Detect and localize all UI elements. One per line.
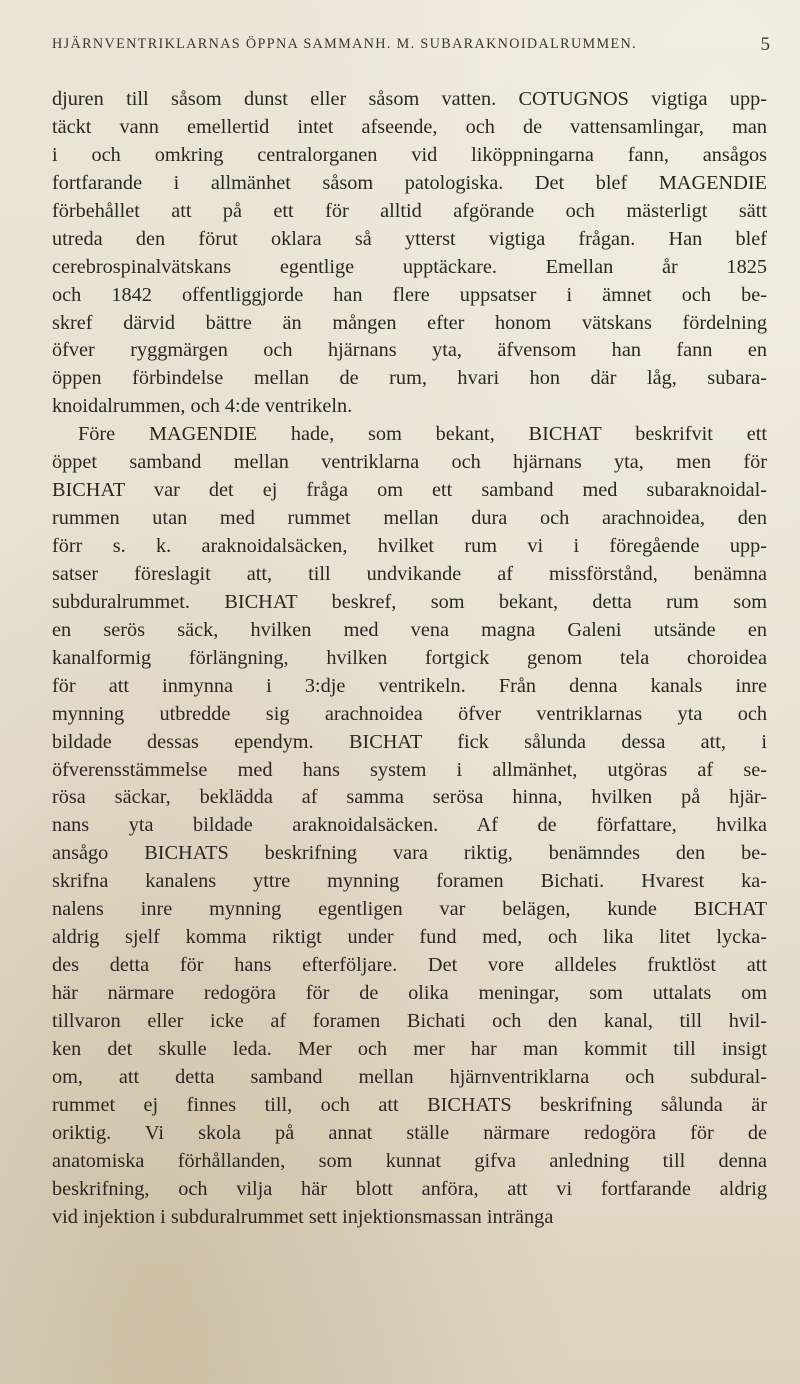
text-line: subduralrummet. BICHAT beskref, som bekant, detta rum som xyxy=(52,590,767,613)
text-line: öppen förbindelse mellan de rum, hvari hon där låg, subara- xyxy=(52,367,767,390)
page-header xyxy=(52,36,770,58)
text-line: öfverensstämmelse med hans system i allmänhet, utgöras af se- xyxy=(52,758,767,781)
text-line: tillvaron eller icke af foramen Bichati och den kanal, till hvil- xyxy=(52,1009,767,1032)
body-text xyxy=(52,86,767,1231)
paragraph xyxy=(52,421,767,1231)
text-line: rummen utan med rummet mellan dura och arachnoidea, den xyxy=(52,507,767,530)
text-line: rösa säckar, beklädda af samma serösa hinna, hvilken på hjär- xyxy=(52,786,767,809)
text-line: skref därvid bättre än mången efter honom vätskans fördelning xyxy=(52,311,767,334)
running-head: HJÄRNVENTRIKLARNAS ÖPPNA SAMMANH. M. SUBARAKNOIDALRUMMEN. xyxy=(52,36,637,52)
text-line: öfver ryggmärgen och hjärnans yta, äfvensom han fann en xyxy=(52,339,767,362)
text-line: BICHAT var det ej fråga om ett samband med subaraknoidal- xyxy=(52,479,767,502)
text-line: oriktig. Vi skola på annat ställe närmare redogöra för de xyxy=(52,1121,767,1144)
text-line: mynning utbredde sig arachnoidea öfver ventriklarnas yta och xyxy=(52,702,767,725)
text-line: vid injektion i subduralrummet sett injektionsmassan intränga xyxy=(52,1205,554,1228)
text-line: satser föreslagit att, till undvikande af missförstånd, benämna xyxy=(52,562,767,585)
text-line: cerebrospinalvätskans egentlige upptäckare. Emellan år 1825 xyxy=(52,255,767,278)
text-line: Före MAGENDIE hade, som bekant, BICHAT beskrifvit ett xyxy=(78,423,767,446)
text-line: öppet samband mellan ventriklarna och hjärnans yta, men för xyxy=(52,451,767,474)
text-line: des detta för hans efterföljare. Det vore alldeles fruktlöst att xyxy=(52,954,767,977)
text-line: skrifna kanalens yttre mynning foramen Bichati. Hvarest ka- xyxy=(52,870,767,893)
text-line: beskrifning, och vilja här blott anföra, att vi fortfarande aldrig xyxy=(52,1177,767,1200)
text-line: för att inmynna i 3:dje ventrikeln. Från denna kanals inre xyxy=(52,674,767,697)
text-line: utreda den förut oklara så ytterst vigtiga frågan. Han blef xyxy=(52,227,767,250)
text-line: knoidalrummen, och 4:de ventrikeln. xyxy=(52,395,353,418)
text-line: täckt vann emellertid intet afseende, och de vattensamlingar, man xyxy=(52,115,767,138)
page-number: 5 xyxy=(760,34,770,55)
text-line: nans yta bildade araknoidalsäcken. Af de författare, hvilka xyxy=(52,814,767,837)
text-line: rummet ej finnes till, och att BICHATS beskrifning sålunda är xyxy=(52,1093,767,1116)
text-line: ansågo BICHATS beskrifning vara riktig, benämndes den be- xyxy=(52,842,767,865)
text-line: fortfarande i allmänhet såsom patologiska. Det blef MAGENDIE xyxy=(52,171,767,194)
text-line: ken det skulle leda. Mer och mer har man kommit till insigt xyxy=(52,1037,767,1060)
text-line: anatomiska förhållanden, som kunnat gifva anledning till denna xyxy=(52,1149,767,1172)
text-line: djuren till såsom dunst eller såsom vatten. COTUGNOS vigtiga upp- xyxy=(52,88,767,110)
text-line: nalens inre mynning egentligen var belägen, kunde BICHAT xyxy=(52,898,767,921)
text-line: kanalformig förlängning, hvilken fortgick genom tela choroidea xyxy=(52,646,767,669)
text-line: aldrig sjelf komma riktigt under fund med, och lika litet lycka- xyxy=(52,926,767,949)
text-line: och 1842 offentliggjorde han flere uppsatser i ämnet och be- xyxy=(52,283,767,306)
text-line: om, att detta samband mellan hjärnventriklarna och subdural- xyxy=(52,1065,767,1088)
text-line: i och omkring centralorganen vid liköppningarna fann, ansågos xyxy=(52,143,767,166)
text-line: bildade dessas ependym. BICHAT fick sålunda dessa att, i xyxy=(52,730,767,753)
text-line: här närmare redogöra för de olika meningar, som uttalats om xyxy=(52,982,767,1004)
paragraph xyxy=(52,86,767,421)
text-line: förr s. k. araknoidalsäcken, hvilket rum vi i föregående upp- xyxy=(52,535,767,557)
text-line: förbehållet att på ett för alltid afgörande och mästerligt sätt xyxy=(52,199,767,222)
text-line: en serös säck, hvilken med vena magna Galeni utsände en xyxy=(52,618,767,641)
